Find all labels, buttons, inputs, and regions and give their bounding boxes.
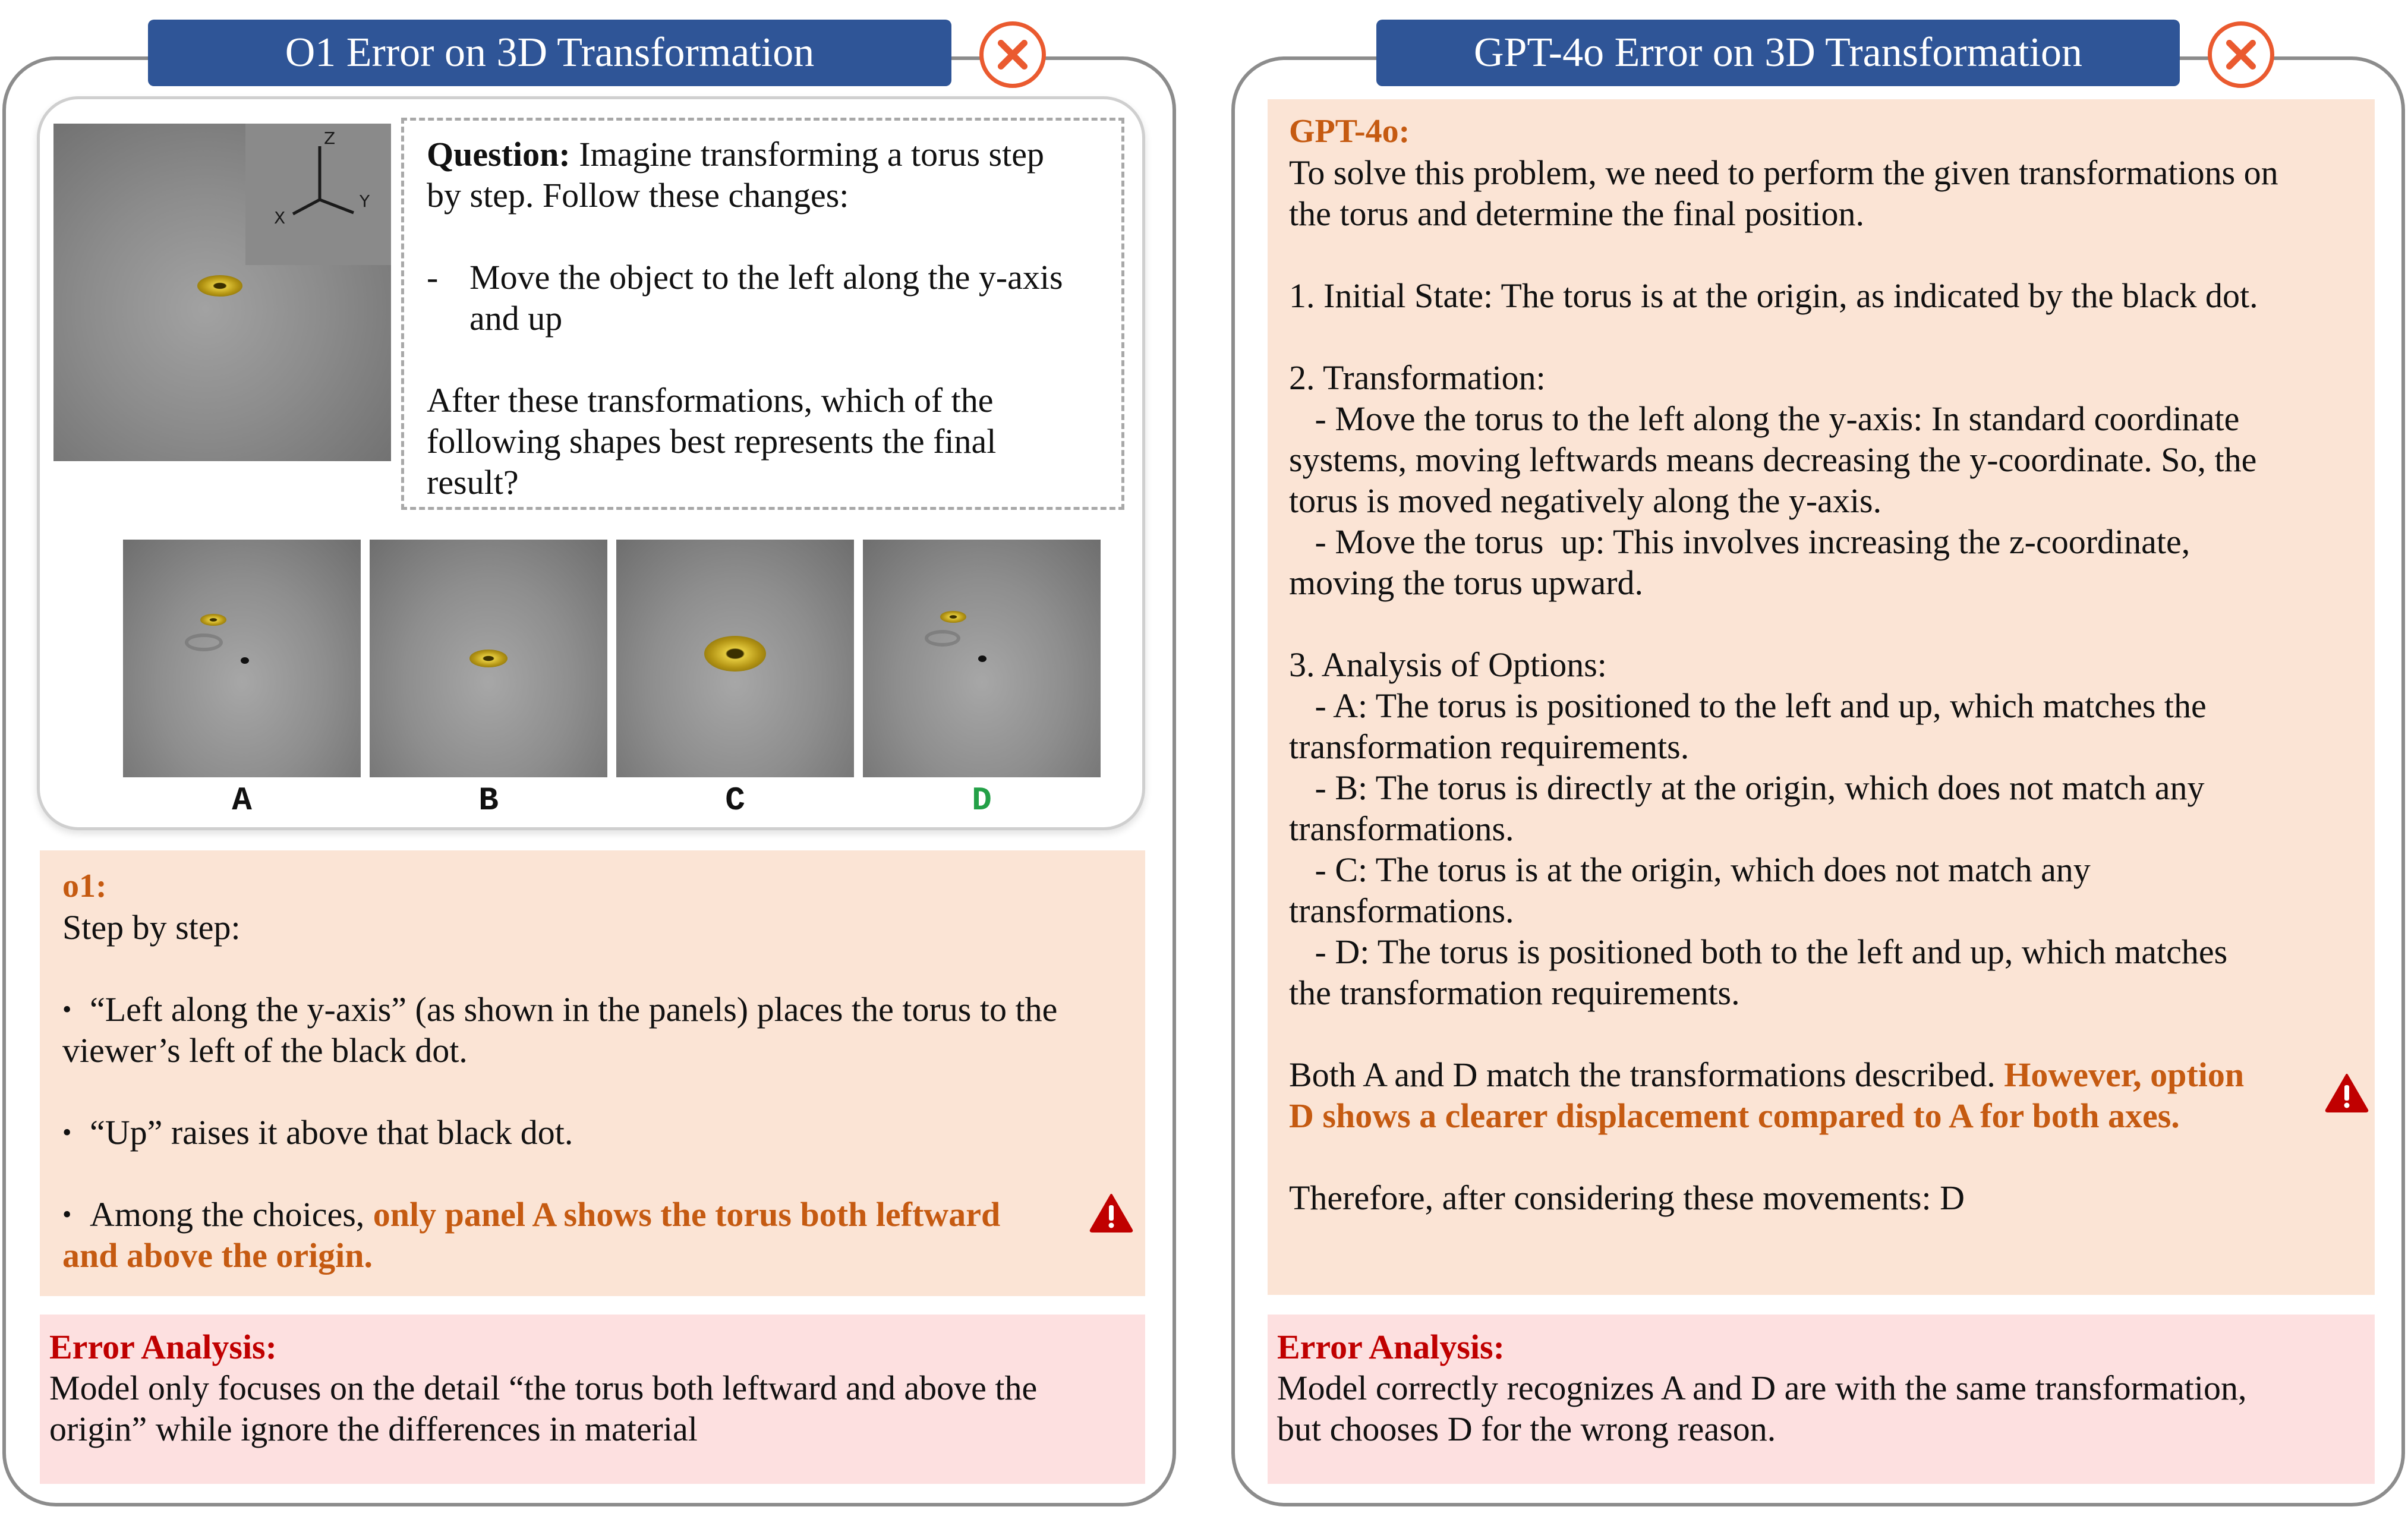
option-b-label: B <box>478 781 499 819</box>
gpt4o-response-box <box>1268 99 2375 1295</box>
response-line: - C: The torus is at the origin, which does not match any <box>1289 850 2091 889</box>
option-a-label: A <box>232 781 252 819</box>
option-a-image <box>123 540 361 777</box>
question-box <box>401 118 1124 510</box>
response-line: transformations. <box>1289 891 1514 930</box>
torus-render <box>197 275 242 297</box>
axis-x-label: X <box>274 208 286 228</box>
torus-render <box>200 614 226 626</box>
question-label: Question: <box>427 135 571 174</box>
error-analysis-line: origin” while ignore the differences in material <box>49 1410 698 1448</box>
highlighted-text: D shows a clearer displacement compared to A for both axes. <box>1289 1096 2180 1135</box>
highlighted-text: only panel A shows the torus both leftward <box>373 1195 1001 1234</box>
torus-render <box>940 611 966 623</box>
response-line: viewer’s left of the black dot. <box>62 1031 468 1070</box>
response-line: 1. Initial State: The torus is at the origin, as indicated by the black dot. <box>1289 276 2258 315</box>
response-line <box>1289 1054 2353 1095</box>
o1-response-box <box>40 850 1145 1296</box>
origin-dot <box>241 657 249 664</box>
option-d-label: D <box>972 781 992 819</box>
torus-render <box>469 650 508 667</box>
response-text: Among the choices, <box>90 1195 373 1234</box>
warning-triangle-icon <box>1089 1193 1133 1233</box>
response-line: - A: The torus is positioned to the left and up, which matches the <box>1289 686 2207 725</box>
response-line: 2. Transformation: <box>1289 358 1546 397</box>
highlighted-text: and above the origin. <box>62 1236 373 1275</box>
axis-y-label: Y <box>360 191 370 211</box>
response-line: transformation requirements. <box>1289 727 1690 766</box>
response-line: “Left along the y-axis” (as shown in the panels) places the torus to the <box>90 990 1058 1029</box>
right-panel-title: GPT-4o Error on 3D Transformation <box>1376 20 2180 86</box>
torus-shadow <box>185 633 223 651</box>
error-analysis-line: but chooses D for the wrong reason. <box>1277 1410 1776 1448</box>
torus-shadow <box>925 630 960 647</box>
response-line: Therefore, after considering these movements: D <box>1289 1178 1965 1217</box>
response-line: “Up” raises it above that black dot. <box>90 1113 573 1152</box>
left-panel-title: O1 Error on 3D Transformation <box>148 20 951 86</box>
response-line: - D: The torus is positioned both to the left and up, which matches <box>1289 932 2228 971</box>
question-line: by step. Follow these changes: <box>427 176 849 215</box>
response-line: - Move the torus up: This involves increasing the z-coordinate, <box>1289 522 2190 561</box>
error-analysis-title: Error Analysis: <box>49 1328 277 1366</box>
axes-gizmo-icon <box>245 124 391 265</box>
torus-render <box>704 636 766 672</box>
response-text: Both A and D match the transformations described. <box>1289 1055 2004 1094</box>
question-line <box>427 134 1099 175</box>
axis-z-label: Z <box>324 128 336 148</box>
warning-triangle-icon <box>2325 1073 2369 1112</box>
origin-dot <box>978 655 986 662</box>
response-line: moving the torus upward. <box>1289 563 1644 602</box>
response-bullet <box>62 1194 1123 1235</box>
response-bullet <box>62 1112 1123 1153</box>
question-line: following shapes best represents the final <box>427 422 997 461</box>
error-analysis-line: Model correctly recognizes A and D are with the same transformation, <box>1277 1369 2247 1407</box>
left-error-analysis <box>40 1315 1145 1484</box>
question-line: result? <box>427 463 519 502</box>
option-b-image <box>370 540 607 777</box>
response-bullet <box>62 989 1123 1030</box>
bullet-dash: - <box>427 258 439 297</box>
response-line: systems, moving leftwards means decreasing the y-coordinate. So, the <box>1289 440 2257 479</box>
question-bullet <box>427 257 1099 339</box>
close-x-icon <box>979 21 1046 88</box>
model-label: GPT-4o: <box>1289 113 1410 150</box>
response-line: the transformation requirements. <box>1289 973 1740 1012</box>
right-error-analysis <box>1268 1315 2375 1484</box>
response-line: To solve this problem, we need to perform the given transformations on <box>1289 153 2278 192</box>
option-c-label: C <box>725 781 745 819</box>
question-line: After these transformations, which of the <box>427 381 994 420</box>
response-line: Step by step: <box>62 908 241 947</box>
response-line: - Move the torus to the left along the y-axis: In standard coordinate <box>1289 399 2240 438</box>
option-c-image <box>616 540 854 777</box>
bullet-dot: • <box>62 1200 72 1229</box>
highlighted-text: However, option <box>2004 1055 2245 1094</box>
bullet-dot: • <box>62 995 72 1024</box>
option-d-image <box>863 540 1101 777</box>
close-x-icon <box>2208 21 2274 88</box>
model-label: o1: <box>62 868 107 904</box>
error-analysis-line: Model only focuses on the detail “the torus both leftward and above the <box>49 1369 1038 1407</box>
response-line: 3. Analysis of Options: <box>1289 645 1607 684</box>
error-analysis-title: Error Analysis: <box>1277 1328 1505 1366</box>
response-line: transformations. <box>1289 809 1514 848</box>
question-bullet-line: Move the object to the left along the y-axis <box>469 258 1063 297</box>
question-bullet-line: and up <box>469 299 563 338</box>
response-line: the torus and determine the final position. <box>1289 194 1865 233</box>
bullet-dot: • <box>62 1118 72 1147</box>
question-text: Imagine transforming a torus step <box>570 135 1044 174</box>
response-line: torus is moved negatively along the y-axis. <box>1289 481 1882 520</box>
response-line: - B: The torus is directly at the origin, which does not match any <box>1289 768 2205 807</box>
question-render-image <box>53 124 391 461</box>
